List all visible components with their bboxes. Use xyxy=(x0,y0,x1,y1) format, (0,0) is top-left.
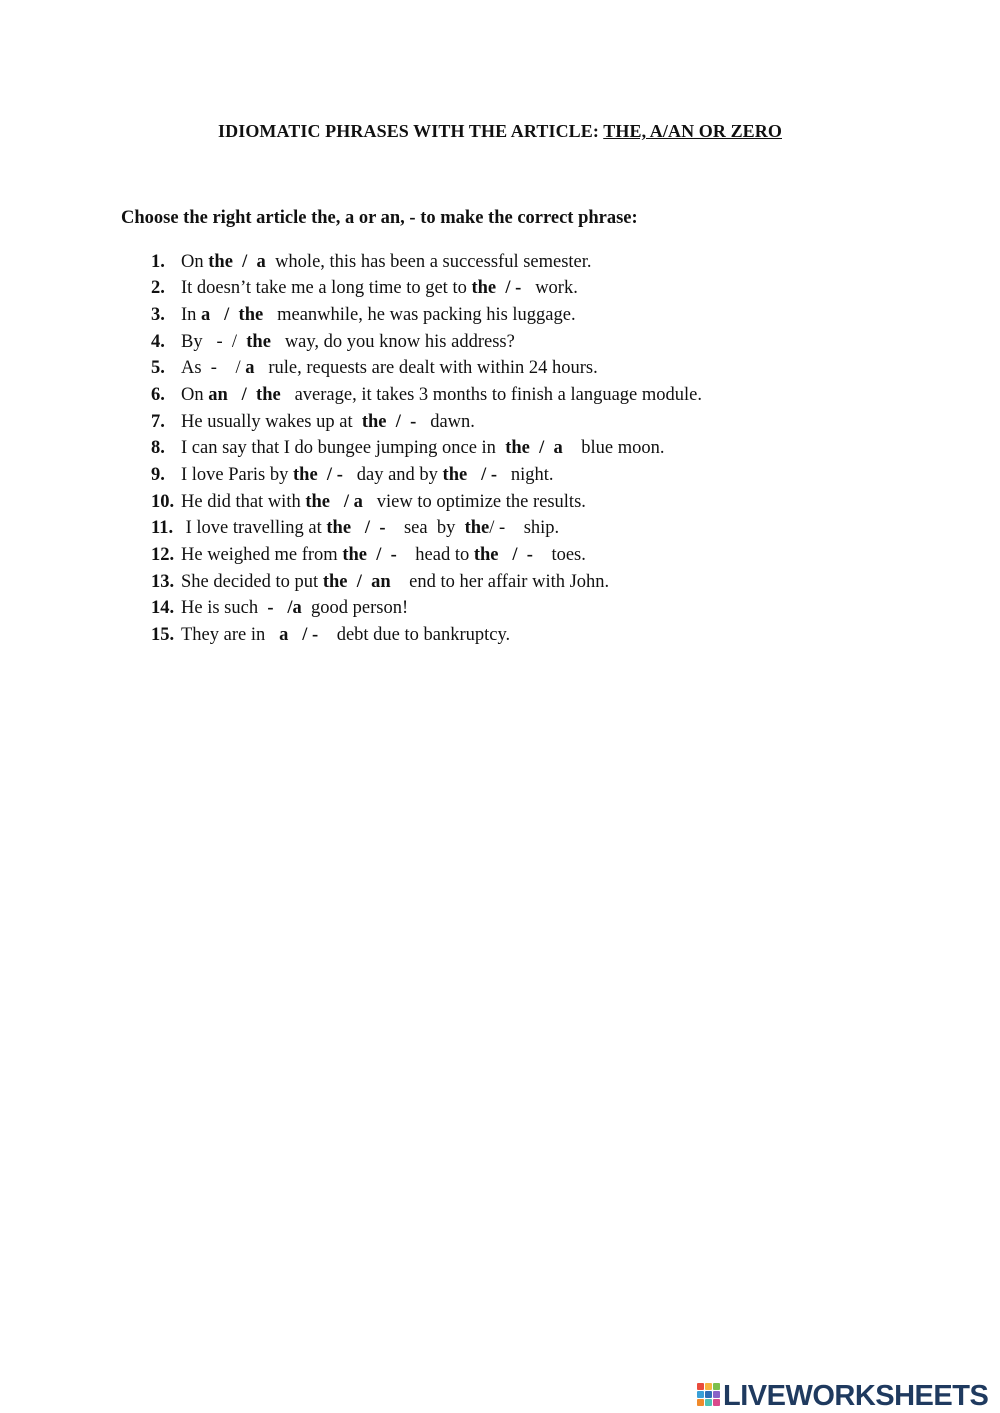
logo-block xyxy=(697,1383,704,1390)
logo-block xyxy=(697,1391,704,1398)
sentence-text: view to optimize the results. xyxy=(362,492,586,512)
exercise-item xyxy=(151,332,515,353)
sentence-text: debt due to bankruptcy. xyxy=(318,625,511,645)
sentence-text: I can say that I do bungee jumping once in xyxy=(181,438,506,458)
exercise-item xyxy=(151,598,408,619)
article-options: the / - xyxy=(442,465,498,485)
exercise-item xyxy=(151,545,586,566)
sentence-text: He is such xyxy=(181,598,268,618)
sentence-text: It doesn’t take me a long time to get to xyxy=(181,278,472,298)
sentence-text: meanwhile, he was packing his luggage. xyxy=(263,305,576,325)
article-options: the / - xyxy=(361,412,417,432)
exercise-item xyxy=(151,252,592,273)
sentence-text: end to her affair with John. xyxy=(390,572,610,592)
item-number: 7. xyxy=(151,412,165,432)
sentence-text: way, do you know his address? xyxy=(270,332,515,352)
sentence-text: / - ship. xyxy=(489,518,560,538)
sentence-text: They are in xyxy=(181,625,280,645)
sentence-text: I love Paris by xyxy=(181,465,294,485)
item-number: 8. xyxy=(151,438,165,458)
item-number: 5. xyxy=(151,358,165,378)
sentence-text: He did that with xyxy=(181,492,306,512)
article-options: - /a xyxy=(267,598,302,618)
sentence-text: She decided to put xyxy=(181,572,323,592)
exercise-item xyxy=(151,305,576,326)
item-number: 14. xyxy=(151,598,175,618)
logo-blocks-icon xyxy=(697,1383,721,1407)
worksheet-title xyxy=(0,121,1000,142)
sentence-text: I love travelling at xyxy=(181,518,327,538)
logo-text: LIVEWORKSHEETS xyxy=(723,1380,989,1412)
item-number: 6. xyxy=(151,385,165,405)
article-options: the / - xyxy=(293,465,343,485)
logo-block xyxy=(705,1399,712,1406)
item-number: 2. xyxy=(151,278,165,298)
sentence-text: toes. xyxy=(532,545,586,565)
title-prefix: IDIOMATIC PHRASES WITH THE ARTICLE: xyxy=(218,121,604,141)
exercise-item xyxy=(151,572,609,593)
sentence-text: On xyxy=(181,385,209,405)
article-options: a / - xyxy=(279,625,319,645)
item-number: 10. xyxy=(151,492,175,512)
exercise-item xyxy=(151,358,598,379)
sentence-text: blue moon. xyxy=(562,438,665,458)
sentence-text: He weighed me from xyxy=(181,545,343,565)
item-number: 3. xyxy=(151,305,165,325)
article-options: an / the xyxy=(208,385,281,405)
sentence-text: rule, requests are dealt with within 24 hours. xyxy=(254,358,598,378)
article-options: a xyxy=(245,358,255,378)
logo-block xyxy=(705,1391,712,1398)
sentence-text: work. xyxy=(521,278,578,298)
sentence-text: head to xyxy=(396,545,474,565)
exercise-item xyxy=(151,518,559,539)
article-options: the / a xyxy=(305,492,363,512)
article-options: the / - xyxy=(471,278,522,298)
article-options: the / a xyxy=(208,252,266,272)
exercise-item xyxy=(151,438,665,459)
sentence-text: good person! xyxy=(301,598,409,618)
article-options: a / the xyxy=(201,305,264,325)
sentence-text: He usually wakes up at xyxy=(181,412,362,432)
item-number: 9. xyxy=(151,465,165,485)
logo-block xyxy=(697,1399,704,1406)
article-options: the xyxy=(246,332,271,352)
article-options: the / - xyxy=(342,545,397,565)
exercise-item xyxy=(151,278,578,299)
item-number: 15. xyxy=(151,625,175,645)
sentence-text: average, it takes 3 months to finish a language module. xyxy=(280,385,703,405)
exercise-item xyxy=(151,492,586,513)
title-underlined: THE, A/AN OR ZERO xyxy=(603,121,782,141)
logo-block xyxy=(705,1383,712,1390)
exercise-item xyxy=(151,412,475,433)
liveworksheets-logo xyxy=(697,1379,997,1411)
item-number: 11. xyxy=(151,518,174,538)
article-options: the / an xyxy=(322,572,391,592)
sentence-text: whole, this has been a successful semester. xyxy=(265,252,592,272)
exercise-item xyxy=(151,465,554,486)
article-options: the xyxy=(464,518,490,538)
sentence-text: sea by xyxy=(385,518,465,538)
sentence-text: On xyxy=(181,252,209,272)
sentence-text: As - / xyxy=(181,358,246,378)
sentence-text: By - / xyxy=(181,332,247,352)
instruction-text: Choose the right article the, a or an, - to make the correct phrase: xyxy=(121,208,638,228)
article-options: the / a xyxy=(505,438,563,458)
logo-block xyxy=(713,1391,720,1398)
article-options: the / - xyxy=(326,518,386,538)
exercise-item xyxy=(151,385,702,406)
item-number: 4. xyxy=(151,332,165,352)
article-options: the / - xyxy=(473,545,533,565)
item-number: 13. xyxy=(151,572,175,592)
exercise-item xyxy=(151,625,510,646)
sentence-text: dawn. xyxy=(416,412,475,432)
logo-block xyxy=(713,1383,720,1390)
item-number: 12. xyxy=(151,545,175,565)
sentence-text: night. xyxy=(497,465,554,485)
sentence-text: In xyxy=(181,305,202,325)
item-number: 1. xyxy=(151,252,165,272)
logo-block xyxy=(713,1399,720,1406)
sentence-text: day and by xyxy=(342,465,443,485)
